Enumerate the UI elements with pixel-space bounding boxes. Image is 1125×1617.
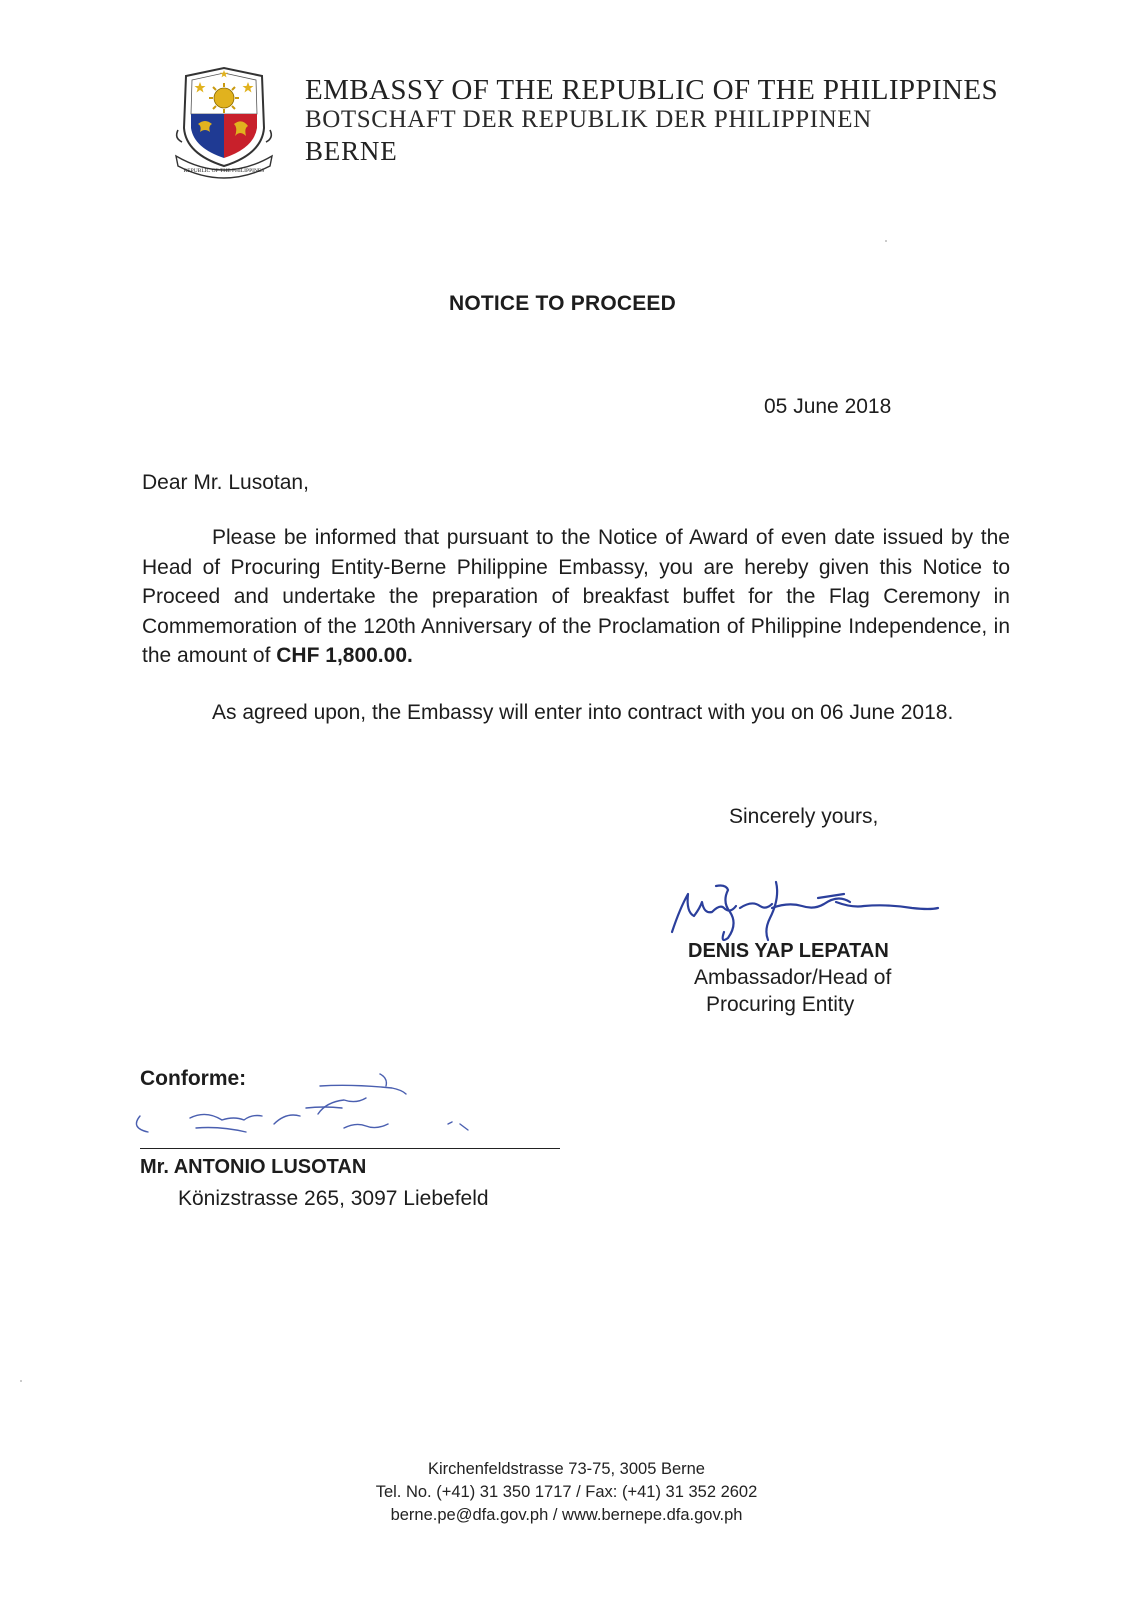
embassy-city: BERNE bbox=[305, 136, 398, 166]
contractor-signature bbox=[130, 1072, 500, 1142]
body-paragraph-1 bbox=[142, 523, 1010, 671]
seal-ribbon-text: REPUBLIC OF THE PHILIPPINES bbox=[183, 168, 265, 174]
ambassador-signature bbox=[668, 868, 968, 948]
letter-date: 05 June 2018 bbox=[764, 395, 892, 418]
scan-speck bbox=[885, 240, 887, 242]
salutation: Dear Mr. Lusotan, bbox=[142, 471, 309, 494]
signatory-title-line-2: Procuring Entity bbox=[706, 993, 855, 1016]
contractor-address: Könizstrasse 265, 3097 Liebefeld bbox=[178, 1187, 489, 1210]
contractor-name: Mr. ANTONIO LUSOTAN bbox=[140, 1156, 367, 1178]
body-paragraph-1-text: Please be informed that pursuant to the Notice of Award of even date issued by the Head of Procuring Entity-Berne Philippine Embassy, you are hereby given this Notice to Proceed and undertake the preparation of breakfast buffet for the Flag Ceremony in Commemoration of the 120th Anniversary of the Proclamation of Philippine Independence, in the amount of bbox=[142, 526, 1010, 667]
body-paragraph-2: As agreed upon, the Embassy will enter into contract with you on 06 June 2018. bbox=[212, 701, 954, 724]
embassy-name-english: EMBASSY OF THE REPUBLIC OF THE PHILIPPINES bbox=[305, 74, 999, 106]
footer-phone-fax: Tel. No. (+41) 31 350 1717 / Fax: (+41) 31 352 2602 bbox=[375, 1483, 758, 1501]
footer-email-web: berne.pe@dfa.gov.ph / www.bernepe.dfa.gov.ph bbox=[390, 1506, 743, 1524]
document-title: NOTICE TO PROCEED bbox=[448, 292, 677, 315]
embassy-name-german: BOTSCHAFT DER REPUBLIK DER PHILIPPINEN bbox=[305, 106, 872, 133]
signature-line bbox=[140, 1148, 560, 1149]
footer-address: Kirchenfeldstrasse 73-75, 3005 Berne bbox=[427, 1460, 705, 1478]
signatory-name: DENIS YAP LEPATAN bbox=[688, 940, 889, 962]
conforme-label: Conforme: bbox=[140, 1067, 247, 1090]
closing: Sincerely yours, bbox=[729, 805, 879, 828]
award-amount: CHF 1,800.00. bbox=[276, 644, 413, 667]
philippine-seal-icon bbox=[172, 66, 276, 180]
signatory-title-line-1: Ambassador/Head of bbox=[694, 966, 892, 989]
embassy-footer bbox=[0, 1458, 1125, 1527]
scan-speck bbox=[20, 1380, 22, 1382]
